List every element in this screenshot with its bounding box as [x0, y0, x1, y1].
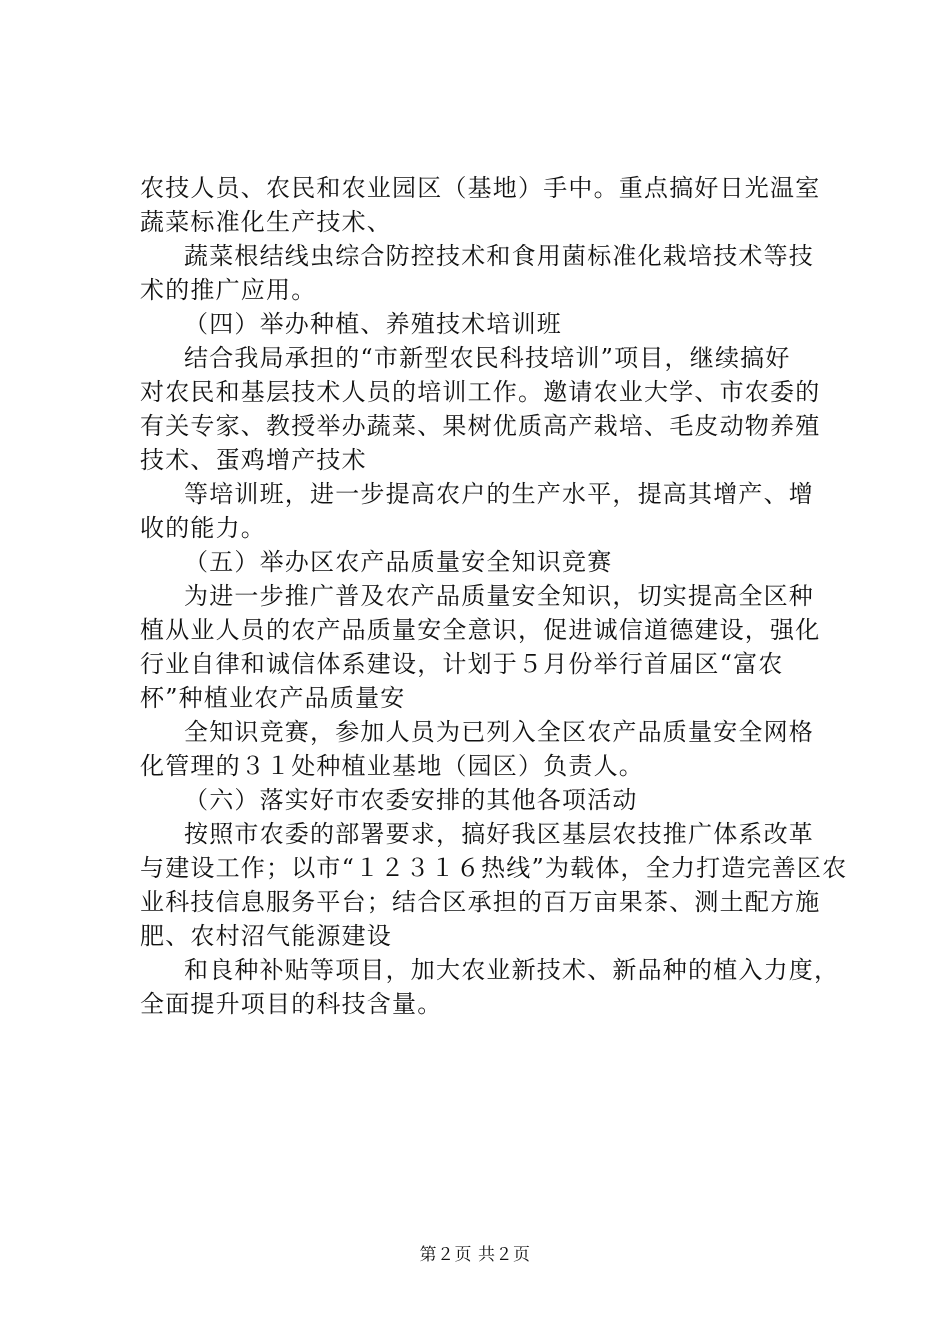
- document-body: [140, 171, 848, 1021]
- text-line: 按照市农委的部署要求，搞好我区基层农技推广体系改革: [184, 820, 814, 848]
- text-line: 和良种补贴等项目，加大农业新技术、新品种的植入力度，: [184, 956, 840, 984]
- text-line: （六）落实好市农委安排的其他各项活动: [184, 786, 638, 814]
- text-line: 蔬菜标准化生产技术、: [140, 208, 392, 236]
- text-line: 等培训班，进一步提高农户的生产水平，提高其增产、增: [184, 480, 814, 508]
- page-footer: 第２页 共２页: [419, 1245, 531, 1265]
- text-line: 对农民和基层技术人员的培训工作。邀请农业大学、市农委的: [140, 378, 821, 406]
- text-line: 业科技信息服务平台；结合区承担的百万亩果茶、测土配方施: [140, 888, 821, 916]
- text-line: 术的推广应用。: [140, 276, 317, 304]
- text-line: （五）举办区农产品质量安全知识竞赛: [184, 548, 613, 576]
- text-line: 蔬菜根结线虫综合防控技术和食用菌标准化栽培技术等技: [184, 242, 814, 270]
- text-line: 行业自律和诚信体系建设，计划于５月份举行首届区“富农: [140, 650, 784, 678]
- text-line: 结合我局承担的“市新型农民科技培训”项目，继续搞好: [184, 344, 791, 372]
- text-line: 农技人员、农民和农业园区（基地）手中。重点搞好日光温室: [140, 174, 821, 202]
- text-line: 杯”种植业农产品质量安: [140, 684, 406, 712]
- text-line: 全面提升项目的科技含量。: [140, 990, 443, 1018]
- text-line: （四）举办种植、养殖技术培训班: [184, 310, 562, 338]
- text-line: 植从业人员的农产品质量安全意识，促进诚信道德建设，强化: [140, 616, 821, 644]
- text-line: 有关专家、教授举办蔬菜、果树优质高产栽培、毛皮动物养殖: [140, 412, 821, 440]
- text-line: 收的能力。: [140, 514, 266, 542]
- text-line: 技术、蛋鸡增产技术: [140, 446, 367, 474]
- text-line: 全知识竞赛，参加人员为已列入全区农产品质量安全网格: [184, 718, 814, 746]
- text-line: 为进一步推广普及农产品质量安全知识，切实提高全区种: [184, 582, 814, 610]
- text-line: 化管理的３１处种植业基地（园区）负责人。: [140, 752, 644, 780]
- text-line: 肥、农村沼气能源建设: [140, 922, 392, 950]
- text-line: 与建设工作；以市“１２３１６热线”为载体，全力打造完善区农: [140, 854, 848, 882]
